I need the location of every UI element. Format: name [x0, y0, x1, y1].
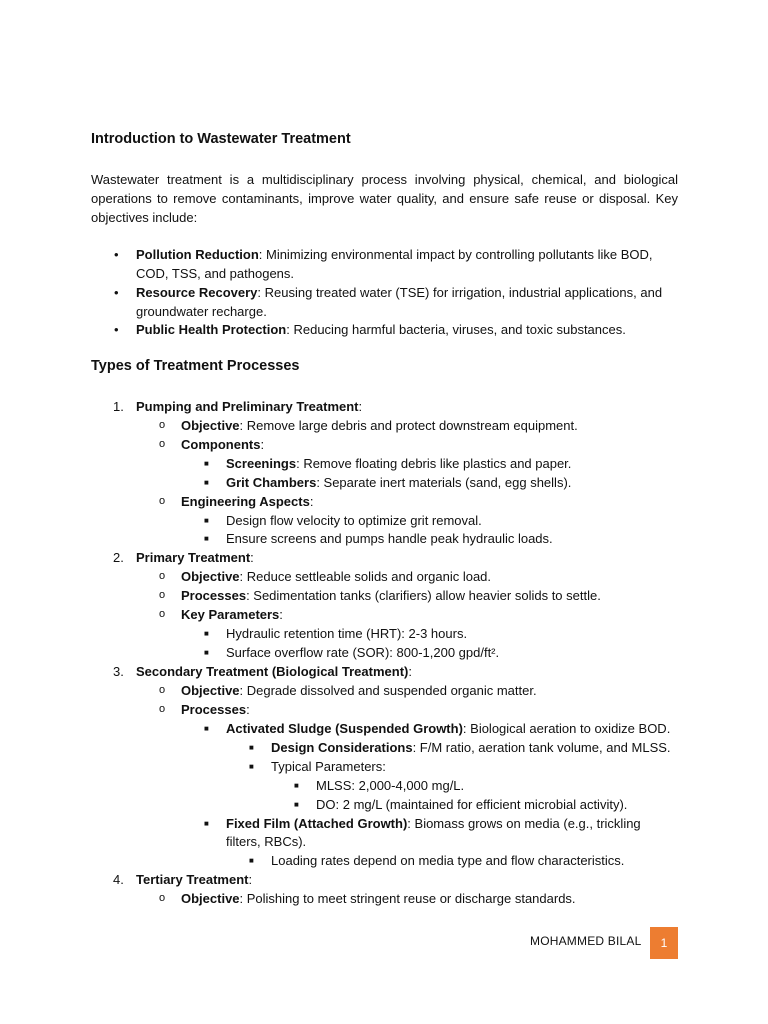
- objective-health: Public Health Protection: Reducing harmful bacteria, viruses, and toxic substances.: [136, 322, 626, 337]
- square-marker: ■: [294, 800, 299, 809]
- circle-marker: o: [159, 589, 166, 601]
- square-marker: ■: [204, 516, 209, 525]
- bullet-marker: •: [114, 247, 119, 262]
- list-item-primary: Primary Treatment:: [136, 550, 254, 565]
- screenings-line: Screenings: Remove floating debris like plastics and paper.: [226, 456, 572, 471]
- objective-resource: Resource Recovery: Reusing treated water (TSE) for irrigation, industrial applications, and: [136, 285, 663, 300]
- objective-pollution-cont: COD, TSS, and pathogens.: [136, 266, 295, 281]
- footer-author: MOHAMMED BILAL: [530, 934, 642, 948]
- objective-line: Objective: Remove large debris and protect downstream equipment.: [181, 418, 578, 433]
- circle-marker: o: [159, 419, 166, 431]
- objective-resource-cont: groundwater recharge.: [136, 304, 267, 319]
- engineering-point: Design flow velocity to optimize grit removal.: [226, 513, 482, 528]
- fixed-film-line: Fixed Film (Attached Growth): Biomass grows on media (e.g., trickling: [226, 816, 641, 831]
- objective-line: Objective: Polishing to meet stringent reuse or discharge standards.: [181, 891, 576, 906]
- processes-line: Processes:: [181, 702, 250, 717]
- square-marker: ■: [249, 856, 254, 865]
- processes-line: Processes: Sedimentation tanks (clarifiers) allow heavier solids to settle.: [181, 588, 601, 603]
- parameter-point: Surface overflow rate (SOR): 800-1,200 gpd/ft².: [226, 645, 500, 660]
- objective-line: Objective: Degrade dissolved and suspended organic matter.: [181, 683, 537, 698]
- square-marker: ■: [204, 648, 209, 657]
- circle-marker: o: [159, 570, 166, 582]
- square-marker: ■: [249, 743, 254, 752]
- parameter-point: Hydraulic retention time (HRT): 2-3 hours.: [226, 626, 468, 641]
- loading-rates-line: Loading rates depend on media type and flow characteristics.: [271, 853, 625, 868]
- bullet-marker: •: [114, 285, 119, 300]
- circle-marker: o: [159, 608, 166, 620]
- components-line: Components:: [181, 437, 265, 452]
- list-number: 4.: [113, 872, 124, 887]
- circle-marker: o: [159, 703, 166, 715]
- square-marker: ■: [294, 781, 299, 790]
- square-marker: ■: [204, 459, 209, 468]
- mlss-line: MLSS: 2,000-4,000 mg/L.: [316, 778, 465, 793]
- square-marker: ■: [204, 819, 209, 828]
- square-marker: ■: [204, 724, 209, 733]
- page-number-badge: 1: [650, 927, 678, 959]
- objective-line: Objective: Reduce settleable solids and organic load.: [181, 569, 492, 584]
- activated-sludge-line: Activated Sludge (Suspended Growth): Biological aeration to oxidize BOD.: [226, 721, 671, 736]
- circle-marker: o: [159, 438, 166, 450]
- circle-marker: o: [159, 892, 166, 904]
- list-item-tertiary: Tertiary Treatment:: [136, 872, 253, 887]
- grit-line: Grit Chambers: Separate inert materials (sand, egg shells).: [226, 475, 572, 490]
- list-number: 2.: [113, 550, 124, 565]
- key-parameters-line: Key Parameters:: [181, 607, 283, 622]
- square-marker: ■: [204, 629, 209, 638]
- list-item-secondary: Secondary Treatment (Biological Treatment):: [136, 664, 412, 679]
- list-number: 3.: [113, 664, 124, 679]
- design-considerations-line: Design Considerations: F/M ratio, aeration tank volume, and MLSS.: [271, 740, 671, 755]
- objective-pollution: Pollution Reduction: Minimizing environmental impact by controlling pollutants like BOD,: [136, 247, 653, 262]
- intro-paragraph: Wastewater treatment is a multidisciplinary process involving physical, chemical, and biological operations to remove contaminants, improve water quality, and ensure safe reuse or disposal. Key objectives include:: [91, 172, 678, 225]
- circle-marker: o: [159, 495, 166, 507]
- list-item-pumping: Pumping and Preliminary Treatment:: [136, 399, 363, 414]
- circle-marker: o: [159, 684, 166, 696]
- section-title: Types of Treatment Processes: [91, 358, 300, 374]
- typical-parameters-line: Typical Parameters:: [271, 759, 386, 774]
- engineering-point: Ensure screens and pumps handle peak hydraulic loads.: [226, 531, 553, 546]
- engineering-line: Engineering Aspects:: [181, 494, 314, 509]
- bullet-marker: •: [114, 322, 119, 337]
- list-number: 1.: [113, 399, 124, 414]
- do-line: DO: 2 mg/L (maintained for efficient microbial activity).: [316, 797, 628, 812]
- fixed-film-line-cont: filters, RBCs).: [226, 834, 307, 849]
- square-marker: ■: [249, 762, 254, 771]
- square-marker: ■: [204, 478, 209, 487]
- square-marker: ■: [204, 534, 209, 543]
- page-title: Introduction to Wastewater Treatment: [91, 131, 351, 147]
